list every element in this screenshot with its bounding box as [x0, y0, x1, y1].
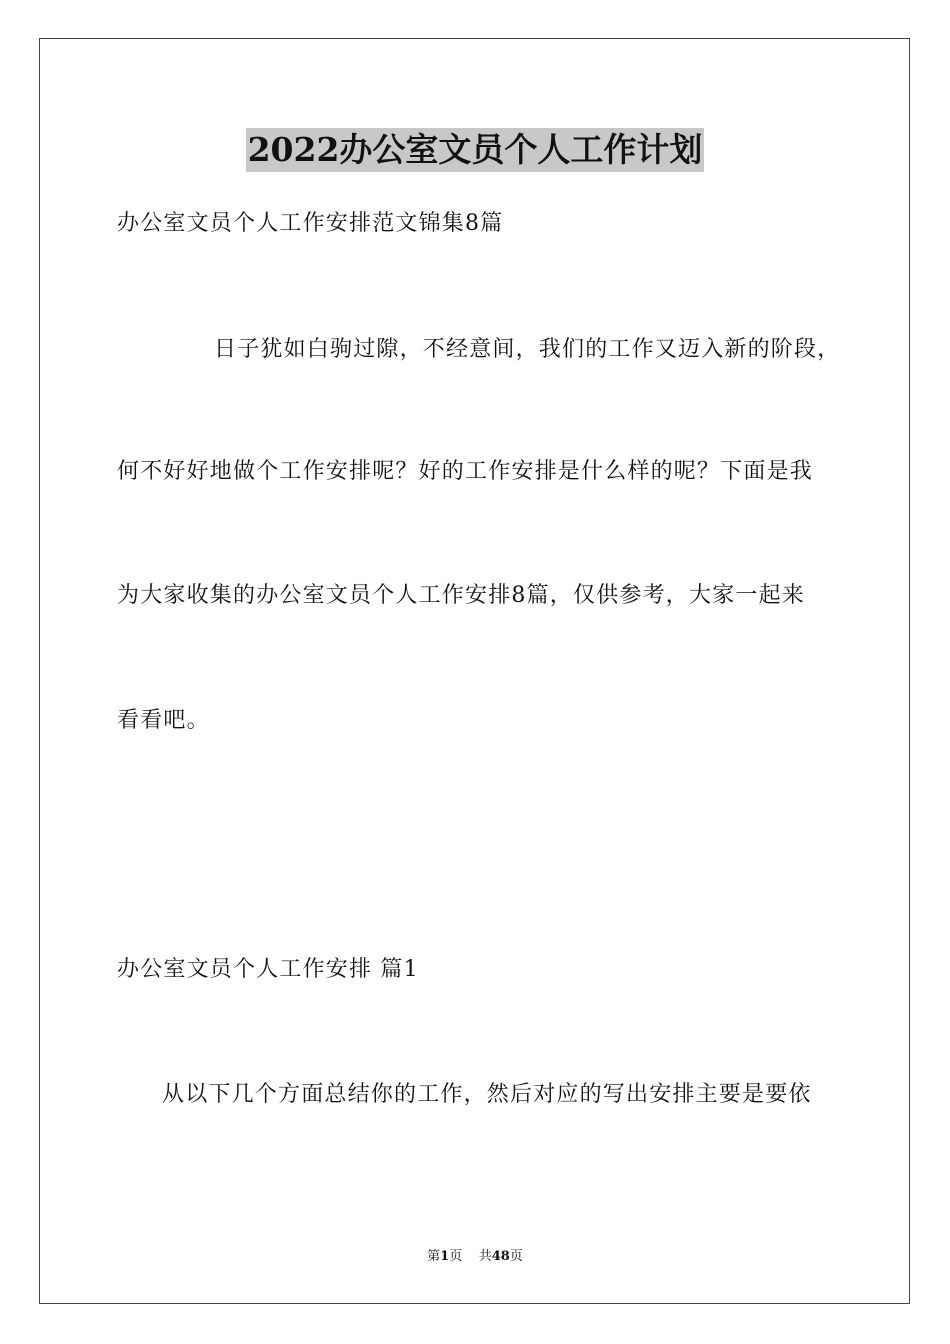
footer-suffix: 页: [509, 1249, 523, 1264]
section-heading: 办公室文员个人工作安排 篇1: [117, 957, 419, 982]
section-line-1: 从以下几个方面总结你的工作，然后对应的写出安排主要是要依: [162, 1082, 812, 1107]
document-title: 2022办公室文员个人工作计划: [246, 128, 705, 172]
footer-prefix: 第: [427, 1249, 441, 1264]
intro-line-1: 日子犹如白驹过隙，不经意间，我们的工作又迈入新的阶段，: [214, 337, 841, 362]
intro-line-2: 何不好好地做个工作安排呢？好的工作安排是什么样的呢？下面是我: [117, 459, 814, 484]
document-subtitle: 办公室文员个人工作安排范文锦集8篇: [117, 211, 504, 236]
footer-mid: 页 共: [449, 1249, 492, 1264]
title-container: [0, 128, 950, 172]
footer-total-pages: 48: [491, 1249, 510, 1264]
page-footer: [0, 1248, 950, 1266]
intro-line-4: 看看吧。: [117, 708, 210, 733]
intro-line-3: 为大家收集的办公室文员个人工作安排8篇，仅供参考，大家一起来: [117, 583, 805, 608]
footer-current-page: 1: [440, 1249, 450, 1264]
